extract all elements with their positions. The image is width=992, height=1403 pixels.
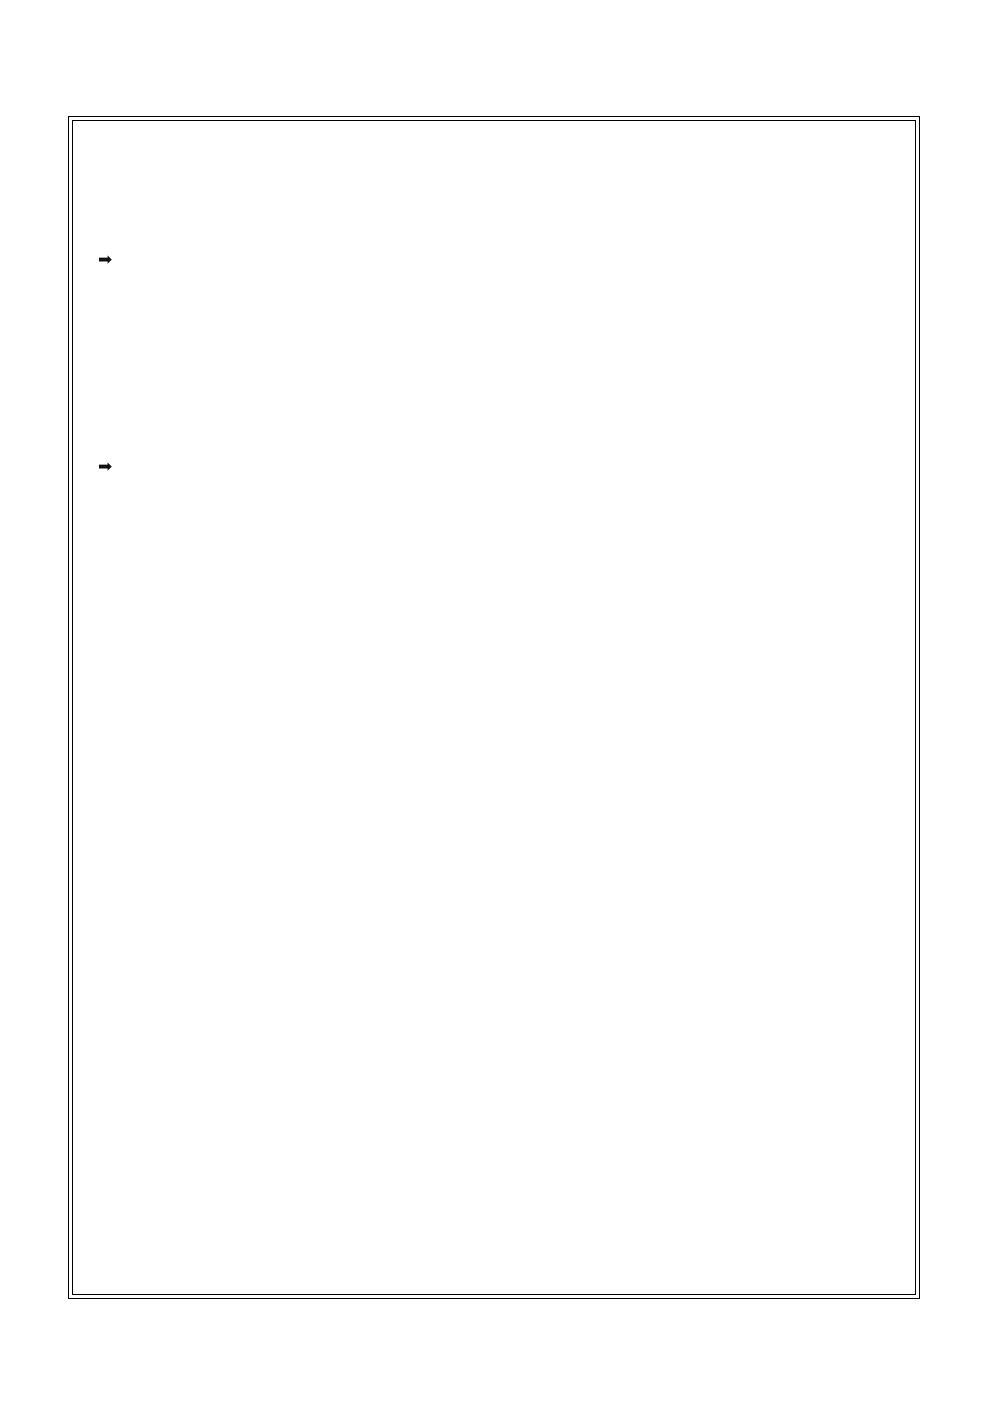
right-arrow-icon: ➡ <box>98 456 113 477</box>
document-body <box>98 139 863 795</box>
bullet-paragraph <box>98 450 863 588</box>
document-frame <box>68 116 920 1299</box>
closing-paragraph <box>128 588 863 795</box>
continuation-paragraph <box>128 139 863 243</box>
bullet-paragraph <box>98 243 863 450</box>
right-arrow-icon: ➡ <box>98 249 113 270</box>
document-frame-inner-border <box>72 120 916 1295</box>
